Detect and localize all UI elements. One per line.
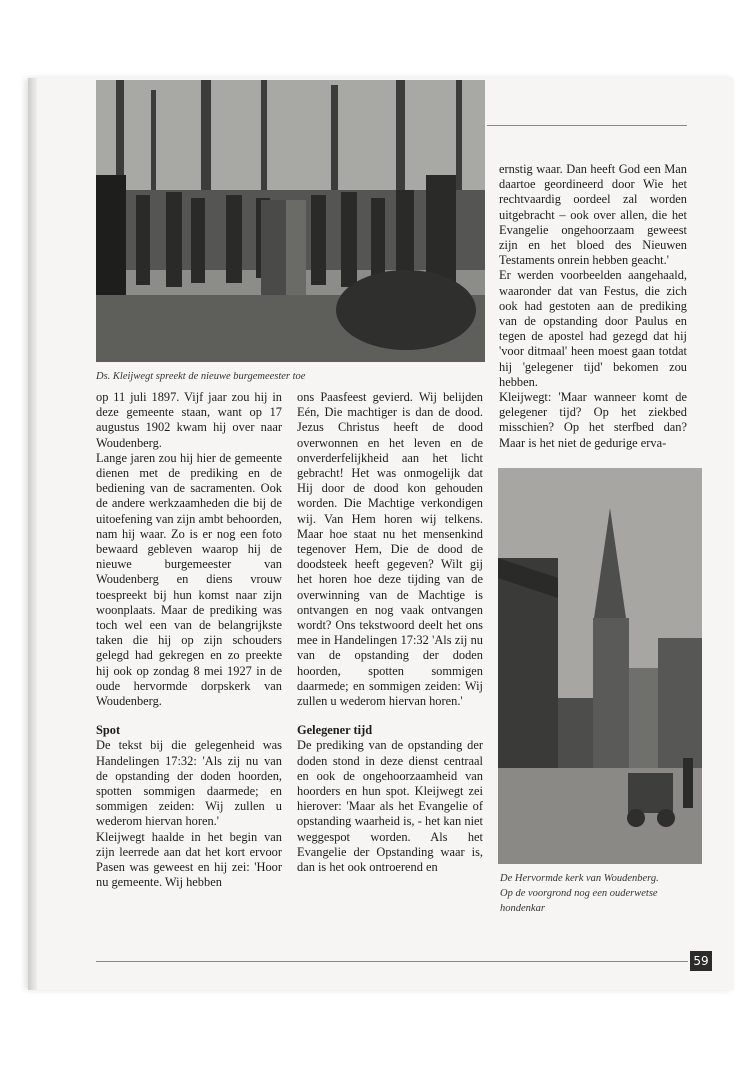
column1-paragraph-1: op 11 juli 1897. Vijf jaar zou hij in deze gemeente staan, want op 17 augustus 1902 kwam hij over naar Woudenberg. [96, 390, 282, 450]
column3-paragraph-3: Kleijwegt: 'Maar wanneer komt de gelegener tijd? Op het ziekbed misschien? Op het sterfbed dan? Maar is het niet de gedurige erva- [499, 390, 687, 450]
text-column-1 [96, 390, 282, 891]
column2-paragraph-2: De prediking van de opstanding der doden stond in deze dienst centraal en ook de ongehoorzaamheid van hoorders en hun spot. Kleijwegt zei hierover: 'Maar als het Evangelie of opstanding waarheid is, - het kan niet weggespot worden. Als het Evangelie der Opstanding waar is, dan is het ook ontroerend en [297, 738, 483, 875]
section-heading-gelegener-tijd: Gelegener tijd [297, 723, 373, 738]
footer-rule [96, 961, 688, 962]
page-number: 59 [690, 951, 712, 971]
photo-right-caption [500, 871, 710, 916]
photo-burgemeester-ceremony [96, 80, 485, 362]
column3-paragraph-1: ernstig waar. Dan heeft God een Man daartoe geordineerd door Wie het rechtvaardig oordeel zal worden uitgebracht – ook over allen, die het Evangelie ongehoorzaam geweest zijn en het bloed des Nieuwen Testaments onrein hebben geacht.' [499, 162, 687, 268]
text-column-3 [499, 162, 687, 451]
photo-hervormde-kerk [498, 468, 702, 864]
column1-paragraph-2: Lange jaren zou hij hier de gemeente dienen met de prediking en de bediening van de sacramenten. Ook de andere werkzaamheden die bij de uitoefening van zijn ambt behoorden, nam hij waar. Zo is er nog een foto bewaard gebleven waarop hij de nieuwe burgemeester van Woudenberg en diens vrouw toespreekt bij hun komst naar zijn woonplaats. Maar de prediking was toch wel een van de belangrijkste taken die hij op zijn schouders gelegd had gekregen en zo preekte hij ook op zondag 8 mei 1927 in de oude hervormde dorpskerk van Woudenberg. [96, 450, 282, 709]
page-gutter-shadow [28, 78, 37, 990]
photo-top-caption: Ds. Kleijwegt spreekt de nieuwe burgemeester toe [96, 371, 306, 382]
photo-church-illustration [498, 468, 702, 864]
photo-ceremony-illustration [96, 80, 485, 362]
column3-paragraph-2: Er werden voorbeelden aangehaald, waaronder dat van Festus, die zich ook had gestoten aan de prediking van de opstanding door Paulus en tegen de apostel had gezegd dat hij 'voor ditmaal' heen moest gaan totdat hij 'gelegener tijd' bekomen zou hebben. [499, 268, 687, 389]
column1-paragraph-3: De tekst bij die gelegenheid was Handelingen 17:32: 'Als zij nu van de opstanding der doden hoorden, spotten sommigen daarmede; en sommigen zeiden: Wij zullen u wederom hiervan horen.' [96, 738, 282, 829]
photo-right-caption-line-3: hondenkar [500, 903, 545, 914]
text-column-2 [297, 390, 483, 875]
photo-right-caption-line-2: Op de voorgrond nog een ouderwetse [500, 888, 658, 899]
column1-paragraph-4: Kleijwegt haalde in het begin van zijn leerrede aan dat het kort ervoor Pasen was geweest en hij zei: 'Hoor nu gemeente. Wij hebben [96, 829, 282, 890]
column2-paragraph-1: ons Paasfeest gevierd. Wij belijden Eén, Die machtiger is dan de dood. Jezus Christus heeft de dood overwonnen en het leven en de onverderfelijkheid aan het licht gebracht! Het was onmogelijk dat Hij door de dood kon gehouden worden. Die Machtige verkondigen wij. Van Hem horen wij telkens. Maar hoe staat nu het mensenkind tegenover Hem, Die de dood de doodsteek heeft gegeven? Wilt gij het horen hoe deze tijding van de overwinning van de Machtige is ontvangen en nog vaak ontvangen wordt? Ons tekstwoord deelt het ons mee in Handelingen 17:32 'Als zij nu van de opstanding der doden hoorden, spotten sommigen daarmede; en sommigen zeiden: Wij zullen u wederom hiervan horen.' [297, 390, 483, 709]
photo-right-caption-line-1: De Hervormde kerk van Woudenberg. [500, 873, 659, 884]
top-right-rule [487, 125, 687, 126]
section-heading-spot: Spot [96, 723, 121, 738]
